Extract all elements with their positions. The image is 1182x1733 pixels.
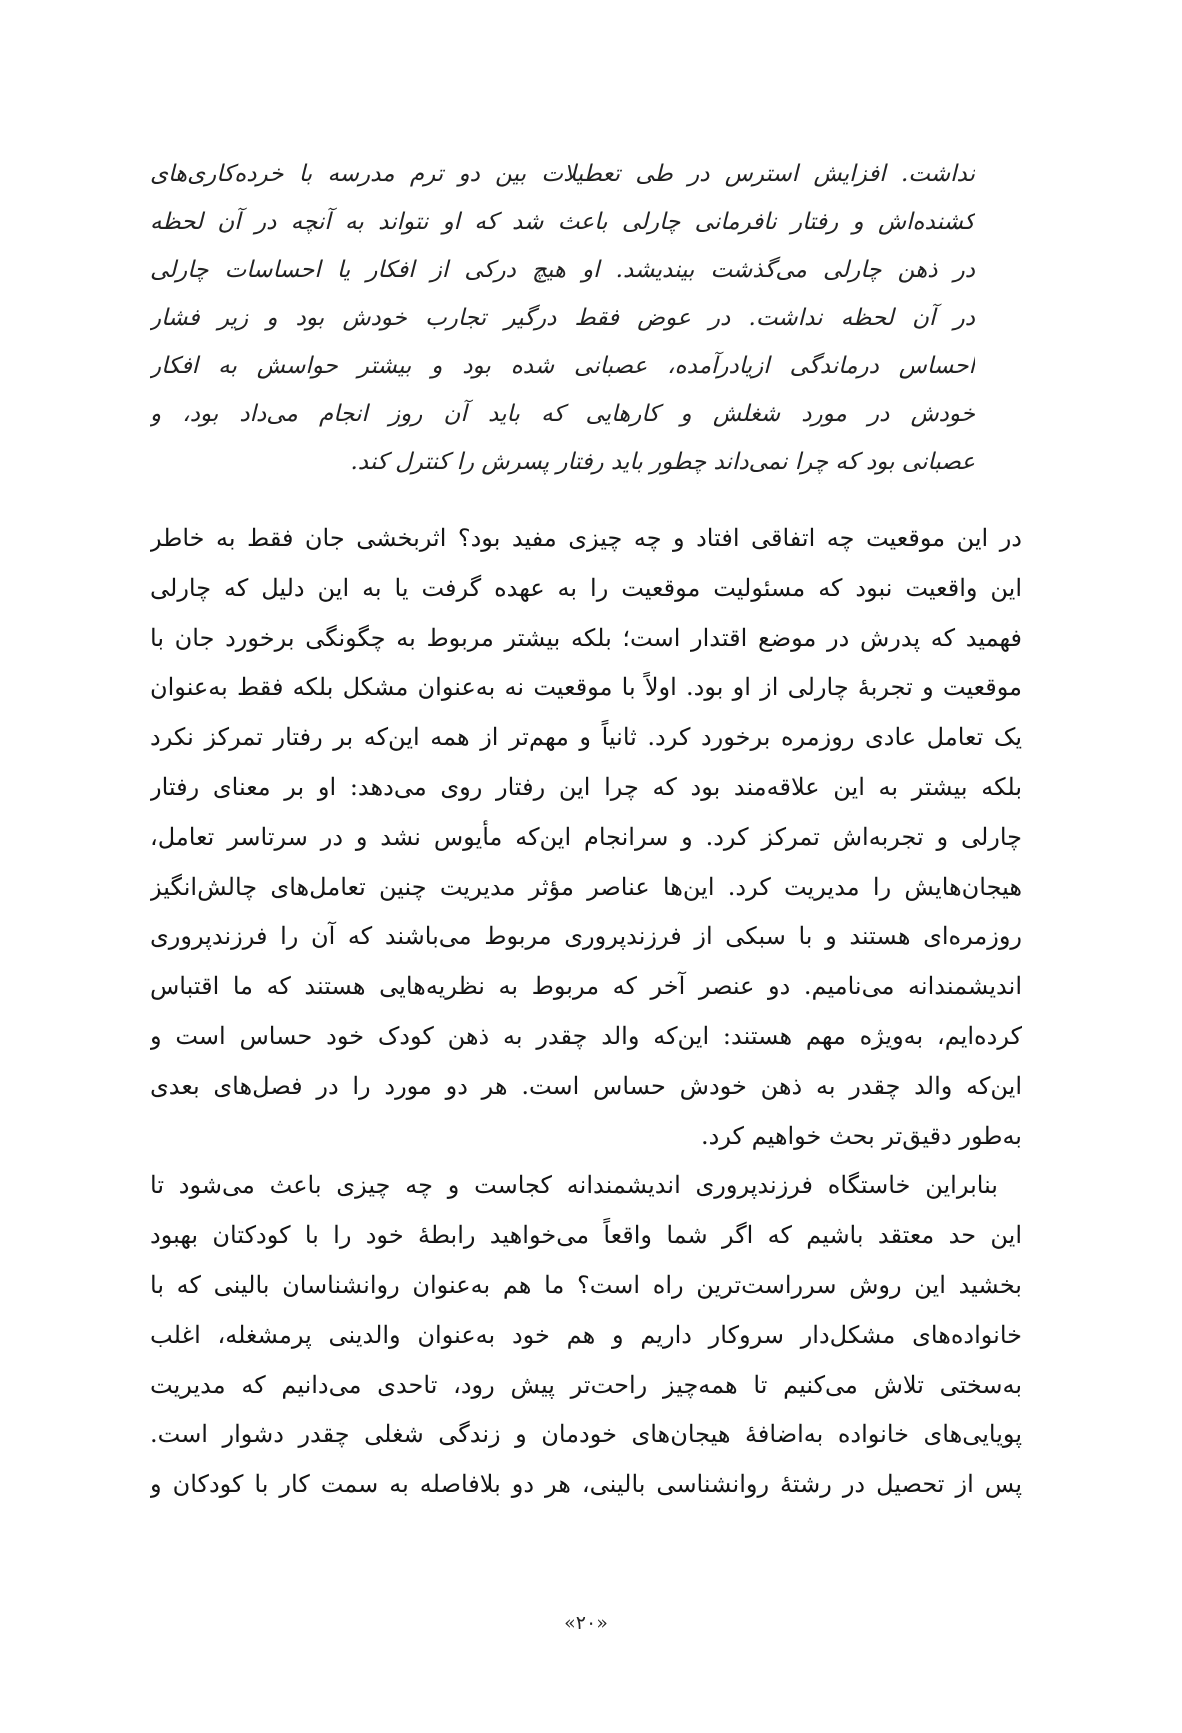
paragraph-line: اندیشمندانه می‌نامیم. دو عنصر آخر که مربوط به نظریه‌هایی هستند که ما اقتباس xyxy=(150,972,1022,1001)
paragraph-line: به‌طور دقیق‌تر بحث خواهیم کرد. xyxy=(701,1121,1022,1150)
paragraph-line: روزمره‌ای هستند و با سبکی از فرزندپروری مربوط می‌باشند که آن را فرزندپروری xyxy=(150,922,1022,951)
paragraph-line: بخشید این روش سرراست‌ترین راه است؟ ما هم به‌عنوان روانشناسان بالینی که با xyxy=(150,1270,1022,1299)
paragraph-line: هیجان‌هایش را مدیریت کرد. این‌ها عناصر مؤثر مدیریت چنین تعامل‌های چالش‌انگیز xyxy=(150,872,1022,901)
paragraph-line: پویایی‌های خانواده به‌اضافهٔ هیجان‌های خودمان و زندگی شغلی چقدر دشوار است. xyxy=(150,1420,1022,1449)
quote-line: خودش در مورد شغلش و کارهایی که باید آن روز انجام می‌داد بود، و xyxy=(150,401,975,427)
paragraph-line: این حد معتقد باشیم که اگر شما واقعاً می‌خواهید رابطهٔ خود را با کودکتان بهبود xyxy=(150,1221,1022,1250)
quote-line: در آن لحظه نداشت. در عوض فقط درگیر تجارب خودش بود و زیر فشار xyxy=(150,305,975,331)
paragraph-line: چارلی و تجربه‌اش تمرکز کرد. و سرانجام این‌که مأیوس نشد و در سرتاسر تعامل، xyxy=(150,822,1022,851)
quote-line: در ذهن چارلی می‌گذشت بیندیشد. او هیچ درکی از افکار یا احساسات چارلی xyxy=(150,257,975,283)
quote-line: کشنده‌اش و رفتار نافرمانی چارلی باعث شد که او نتواند به آنچه در آن لحظه xyxy=(150,209,975,235)
paragraph-line: یک تعامل عادی روزمره برخورد کرد. ثانیاً و مهم‌تر از همه این‌که بر رفتار تمرکز نکرد xyxy=(150,723,1022,752)
quote-line: نداشت. افزایش استرس در طی تعطیلات بین دو ترم مدرسه با خرده‌کاری‌های xyxy=(150,161,975,187)
paragraph-line: کرده‌ایم، به‌ویژه مهم هستند: این‌که والد چقدر به ذهن کودک خود حساس است و xyxy=(150,1021,1022,1050)
paragraph-line: در این موقعیت چه اتفاقی افتاد و چه چیزی مفید بود؟ اثربخشی جان فقط به خاطر xyxy=(150,524,1022,552)
paragraph-line: به‌سختی تلاش می‌کنیم تا همه‌چیز راحت‌تر پیش رود، تاحدی می‌دانیم که مدیریت xyxy=(150,1370,1022,1399)
paragraph-line: موقعیت و تجربهٔ چارلی از او بود. اولاً با موقعیت نه به‌عنوان مشکل بلکه فقط به‌عنوان xyxy=(150,673,1022,702)
paragraph-line: فهمید که پدرش در موضع اقتدار است؛ بلکه بیشتر مربوط به چگونگی برخورد جان با xyxy=(150,623,1022,652)
quote-line: احساس درماندگی ازیادرآمده، عصبانی شده بود و بیشتر حواسش به افکار xyxy=(150,353,975,379)
spacer xyxy=(150,486,1022,514)
page-number: «۲۰» xyxy=(564,1612,608,1634)
paragraph-2 xyxy=(150,1161,1022,1510)
block-quote xyxy=(150,150,975,486)
paragraph-line: این واقعیت نبود که مسئولیت موقعیت را به عهده گرفت یا به این دلیل که چارلی xyxy=(150,573,1022,602)
paragraph-line: بلکه بیشتر به این علاقه‌مند بود که چرا این رفتار روی می‌دهد: او بر معنای رفتار xyxy=(150,772,1022,801)
paragraph-line: بنابراین خاستگاه فرزندپروری اندیشمندانه کجاست و چه چیزی باعث می‌شود تا xyxy=(150,1171,998,1200)
paragraph-line: این‌که والد چقدر به ذهن خودش حساس است. هر دو مورد را در فصل‌های بعدی xyxy=(150,1071,1022,1100)
quote-line: عصبانی بود که چرا نمی‌داند چطور باید رفتار پسرش را کنترل کند. xyxy=(350,449,975,475)
paragraph-line: خانواده‌های مشکل‌دار سروکار داریم و هم خود به‌عنوان والدینی پرمشغله، اغلب xyxy=(150,1320,1022,1349)
book-page xyxy=(150,150,1022,1634)
paragraph-line: پس از تحصیل در رشتهٔ روانشناسی بالینی، هر دو بلافاصله به سمت کار با کودکان و xyxy=(150,1470,1022,1499)
paragraph-1 xyxy=(150,514,1022,1161)
